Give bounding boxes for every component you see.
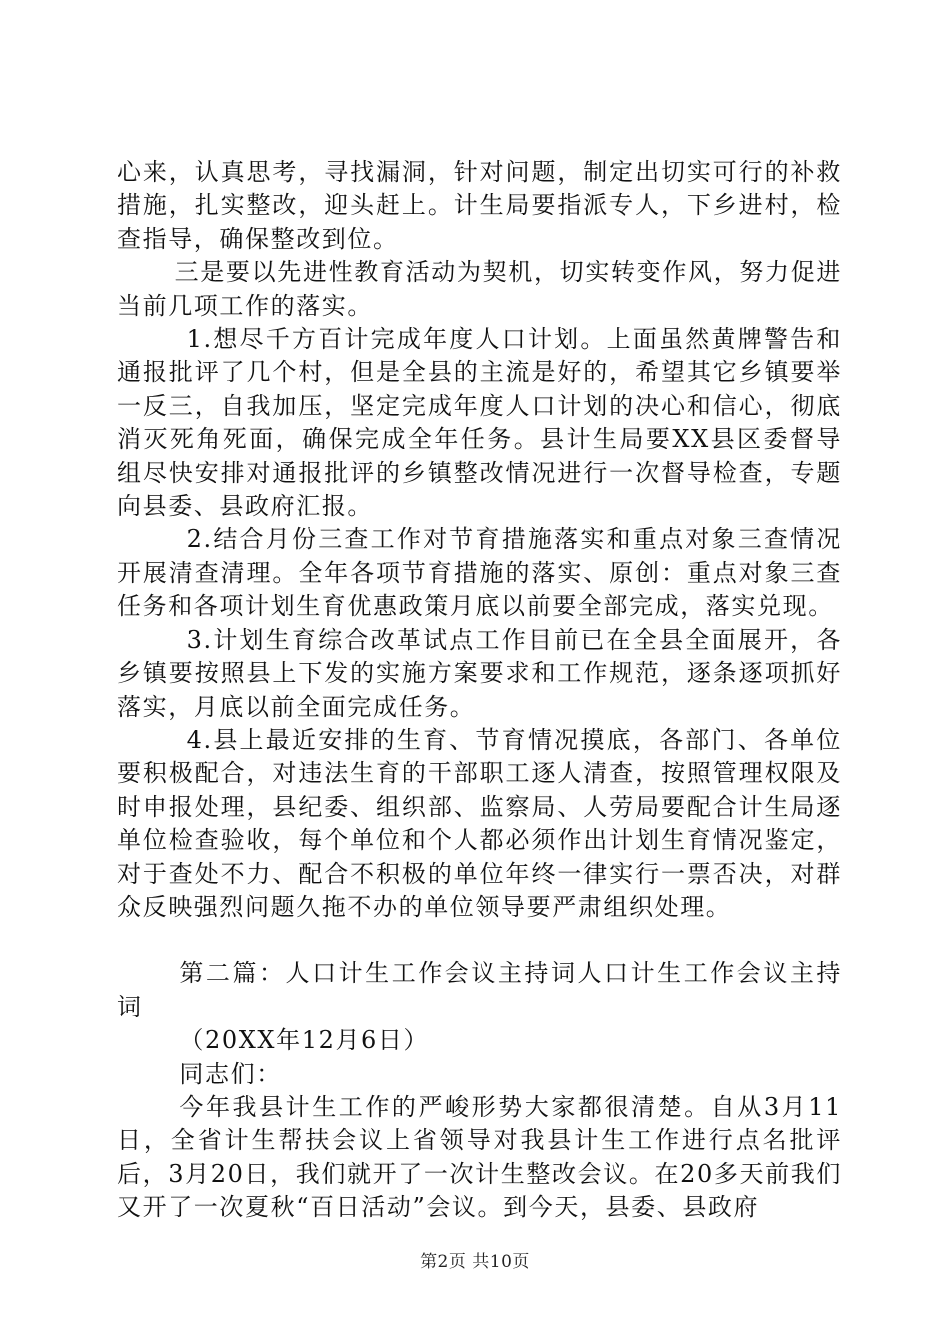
- document-body: [117, 156, 842, 1225]
- paragraph-opening: 今年我县计生工作的严峻形势大家都很清楚。自从3月11日，全省计生帮扶会议上省领导对我县计生工作进行点名批评后，3月20日，我们就开了一次计生整改会议。在20多天前我们又开了一次夏秋“百日活动”会议。到今天，县委、县政府: [117, 1092, 842, 1222]
- paragraph-continuation: 心来，认真思考，寻找漏洞，针对问题，制定出切实可行的补救措施，扎实整改，迎头赶上。计生局要指派专人，下乡进村，检查指导，确保整改到位。: [117, 158, 842, 253]
- paragraph-item-3: 3.计划生育综合改革试点工作目前已在全县全面展开，各乡镇要按照县上下发的实施方案要求和工作规范，逐条逐项抓好落实，月底以前全面完成任务。: [117, 625, 842, 721]
- section-gap: [117, 924, 842, 957]
- page-footer: 第2页 共10页: [420, 1252, 530, 1272]
- salutation: 同志们：: [179, 1059, 282, 1088]
- paragraph-item-1: 1.想尽千方百计完成年度人口计划。上面虽然黄牌警告和通报批评了几个村，但是全县的主流是好的，希望其它乡镇要举一反三，自我加压，坚定完成年度人口计划的决心和信心，彻底消灭死角死面，确保完成全年任务。县计生局要XX县区委督导组尽快安排对通报批评的乡镇整改情况进行一次督导检查，专题向县委、县政府汇报。: [117, 325, 842, 521]
- paragraph-item-4: 4.县上最近安排的生育、节育情况摸底，各部门、各单位要积极配合，对违法生育的干部职工逐人清查，按照管理权限及时申报处理，县纪委、组织部、监察局、人劳局要配合计生局逐单位检查验收，每个单位和个人都必须作出计划生育情况鉴定，对于查处不力、配合不积极的单位年终一律实行一票否决，对群众反映强烈问题久拖不办的单位领导要严肃组织处理。: [117, 725, 842, 921]
- section-title: 第二篇：人口计生工作会议主持词人口计生工作会议主持词: [117, 959, 842, 1021]
- paragraph-item-2: 2.结合月份三查工作对节育措施落实和重点对象三查情况开展清查清理。全年各项节育措施的落实、原创：重点对象三查任务和各项计划生育优惠政策月底以前要全部完成，落实兑现。: [117, 525, 842, 621]
- paragraph-point-three: 三是要以先进性教育活动为契机，切实转变作风，努力促进当前几项工作的落实。: [117, 258, 842, 320]
- date-line: （20XX年12月6日）: [179, 1026, 430, 1055]
